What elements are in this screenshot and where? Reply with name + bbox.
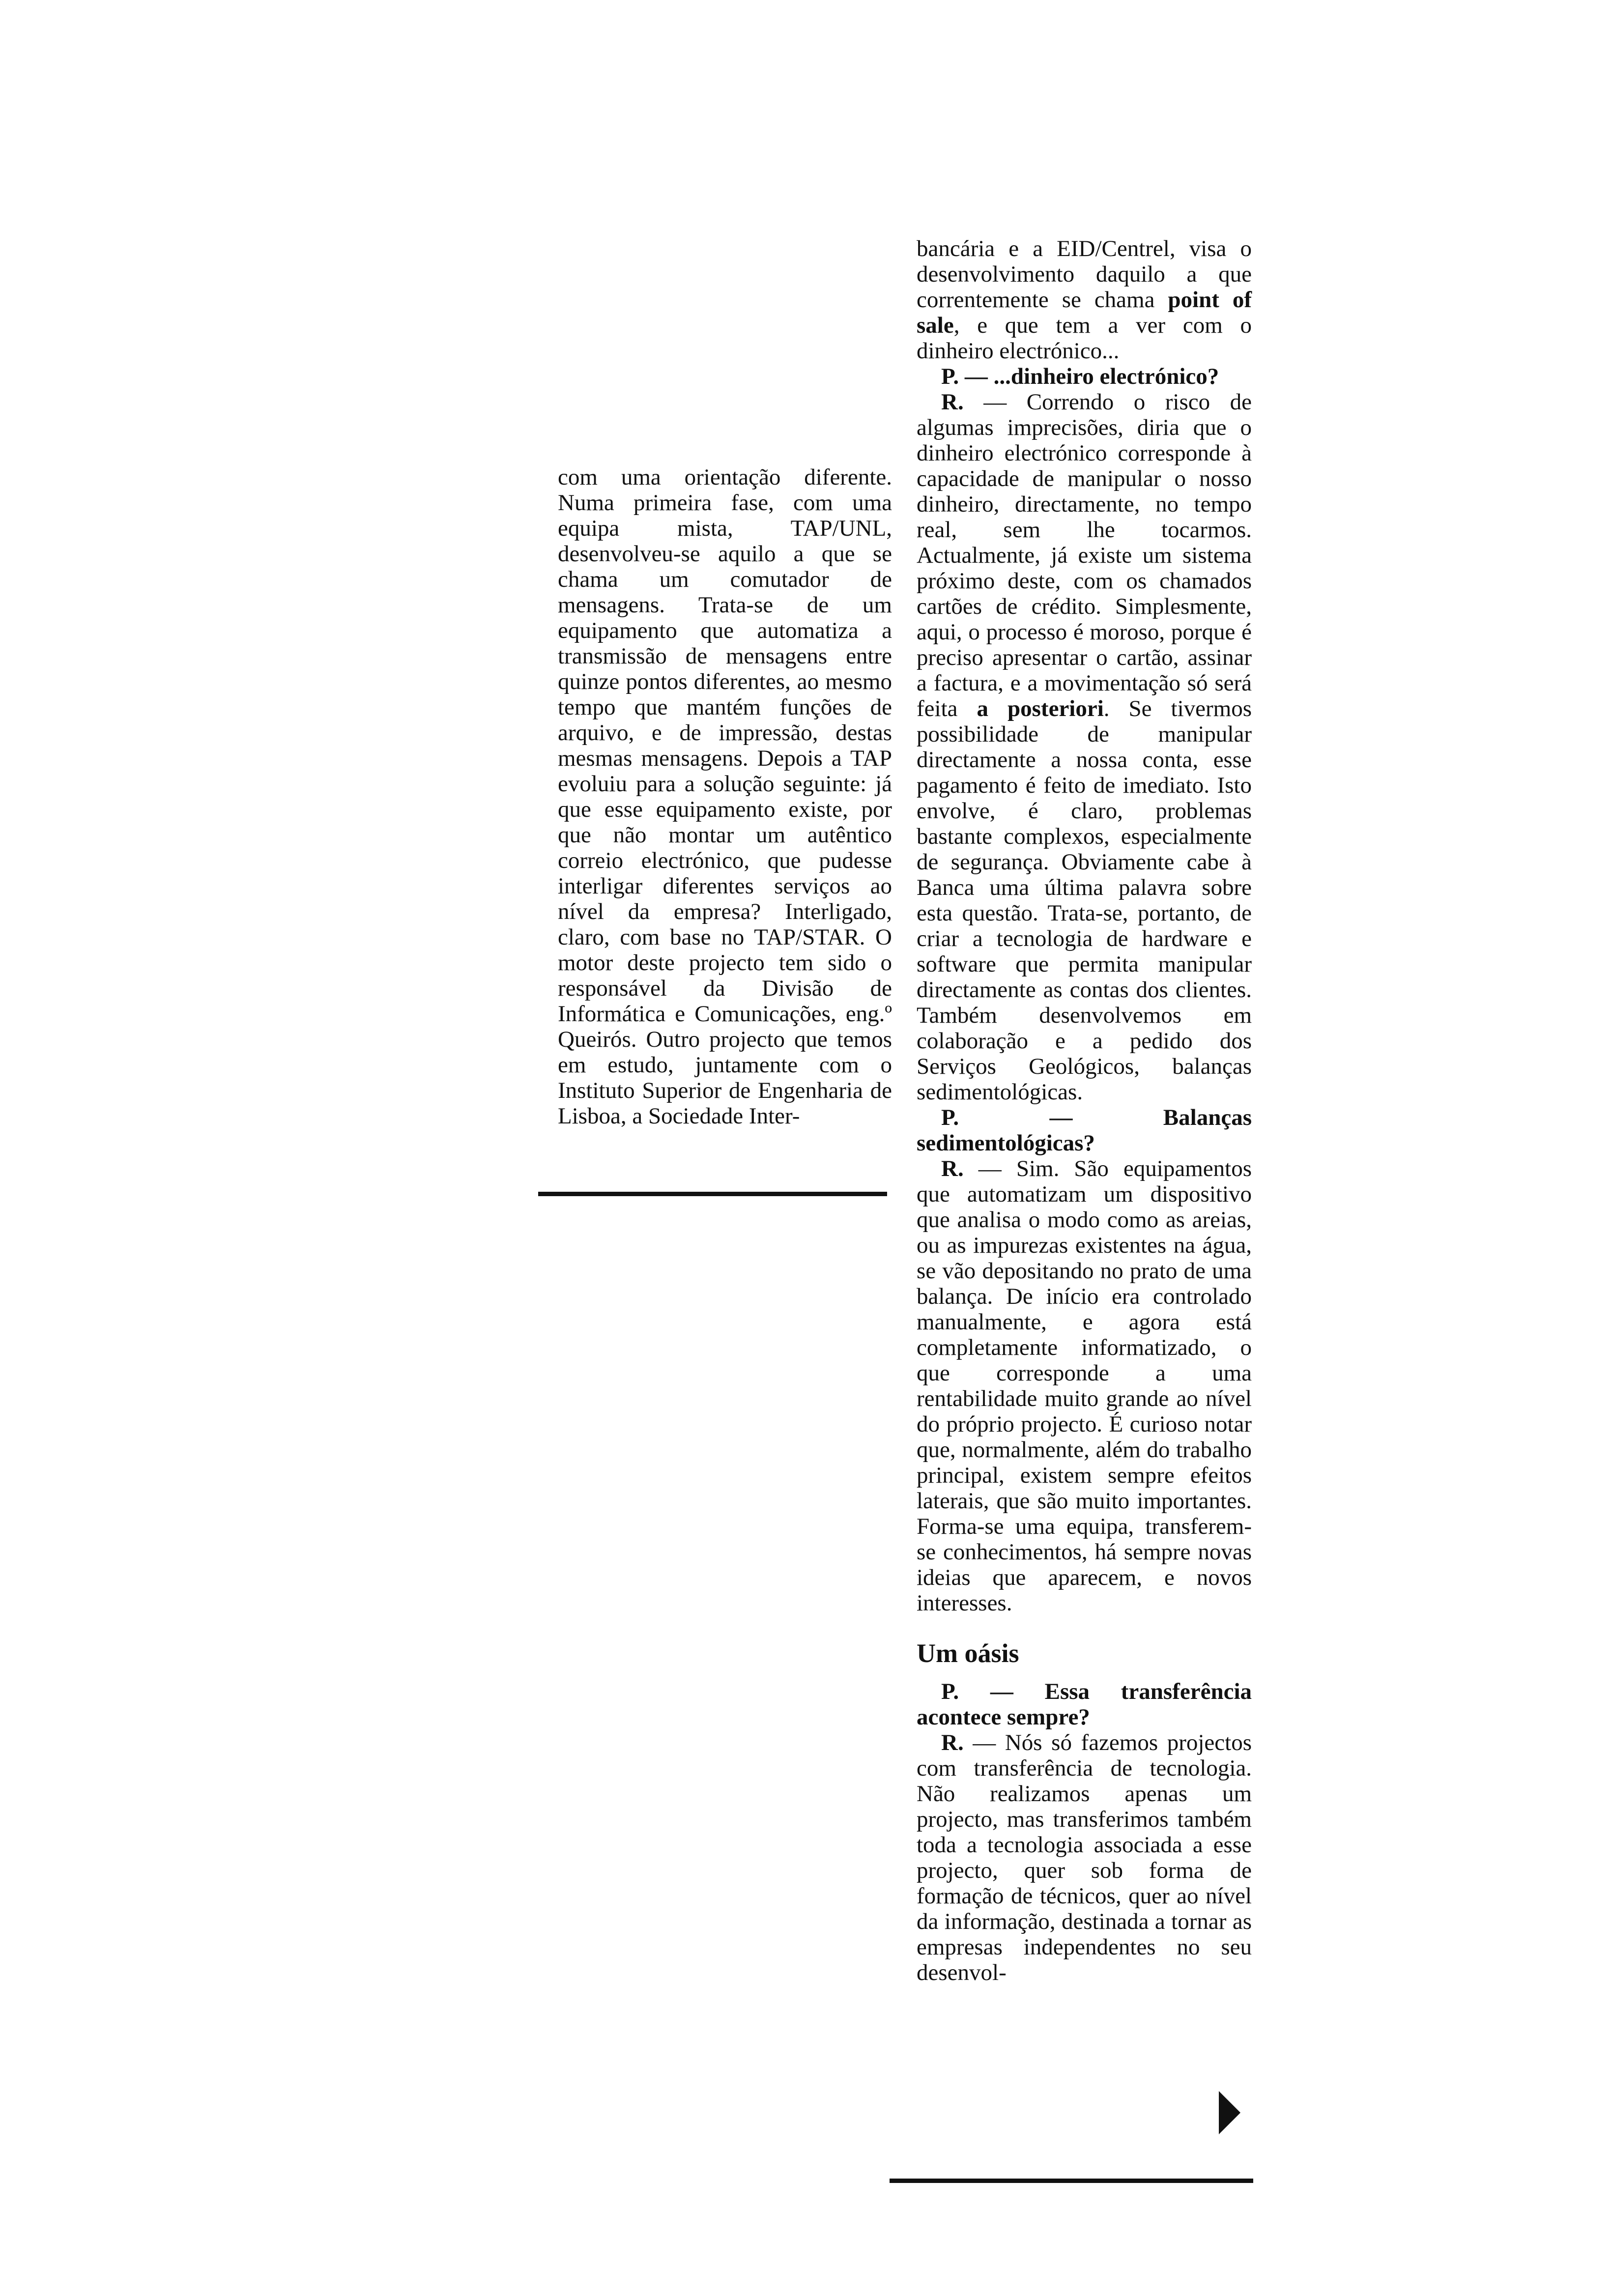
- answer-3: [917, 1730, 1252, 1985]
- answer-lead: R.: [941, 1156, 964, 1181]
- left-paragraph: com uma orientação diferente. Numa primeira fase, com uma equipa mista, TAP/UNL, desenvolveu-se aquilo a que se chama um comutador de mensagens. Trata-se de um equipamento que automatiza a transmissão de mensagens entre quinze pontos diferentes, ao mesmo tempo que mantém funções de arquivo, e de impressão, destas mesmas mensagens. Depois a TAP evoluiu para a solução seguinte: já que esse equipamento existe, por que não montar um autêntico correio electrónico, que pudesse interligar diferentes serviços ao nível da empresa? Interligado, claro, com base no TAP/STAR. O motor deste projecto tem sido o responsável da Divisão de Informática e Comunicações, eng.º Queirós. Outro projecto que temos em estudo, juntamente com o Instituto Superior de Engenharia de Lisboa, a Sociedade Inter-: [558, 464, 892, 1129]
- text-run: — Sim. São equipamentos que automatizam um dispositivo que analisa o modo como as areias, ou as impurezas existentes na água, se vão depositando no prato de uma balança. De início era controlado manualmente, e agora está completamente informatizado, o que corresponde a uma rentabilidade muito grande ao nível do próprio projecto. É curioso notar que, normalmente, além do trabalho principal, existem sempre efeitos laterais, que são muito importantes. Forma-se uma equipa, transferem-se conhecimentos, há sempre novas ideias que aparecem, e novos interesses.: [917, 1156, 1252, 1616]
- answer-lead: R.: [941, 1730, 964, 1755]
- question-2: P. — Balanças sedimentológicas?: [917, 1105, 1252, 1156]
- text-run: , e que tem a ver com o dinheiro electrónico...: [917, 313, 1252, 364]
- text-run: — Nós só fazemos projectos com transferência de tecnologia. Não realizamos apenas um projecto, mas transferimos também toda a tecnologia associada a esse projecto, quer sob forma de formação de técnicos, quer ao nível da informação, destinada a tornar as empresas independentes no seu desenvol-: [917, 1730, 1252, 1985]
- right-column-rule: [890, 2179, 1253, 2183]
- subheading: Um oásis: [917, 1638, 1019, 1668]
- point-of-sale-term: point of sale: [917, 287, 1252, 338]
- a-posteriori-term: a posteriori: [977, 696, 1104, 721]
- answer-2: [917, 1156, 1252, 1616]
- arrow-right-icon: [1219, 2091, 1240, 2134]
- right-paragraph-1: [917, 236, 1252, 364]
- question-3: P. — Essa transferência acontece sempre?: [917, 1679, 1252, 1730]
- left-column: [558, 464, 892, 1129]
- question-1: P. — ...dinheiro electrónico?: [941, 364, 1219, 389]
- text-run: — Correndo o risco de algumas imprecisões, diria que o dinheiro electrónico corresponde à capacidade de manipular o nosso dinheiro, directamente, no tempo real, sem lhe tocarmos. Actualmente, já existe um sistema próximo deste, com os chamados cartões de crédito. Simplesmente, aqui, o processo é moroso, porque é preciso apresentar o cartão, assinar a factura, e a movimentação só será feita: [917, 389, 1252, 721]
- right-column: [917, 236, 1252, 1985]
- left-column-rule: [538, 1192, 887, 1196]
- answer-1: [917, 389, 1252, 1105]
- text-run: . Se tivermos possibilidade de manipular directamente a nossa conta, esse pagamento é feito de imediato. Isto envolve, é claro, problemas bastante complexos, especialmente de segurança. Obviamente cabe à Banca uma última palavra sobre esta questão. Trata-se, portanto, de criar a tecnologia de hardware e software que permita manipular directamente as contas dos clientes. Também desenvolvemos em colaboração e a pedido dos Serviços Geológicos, balanças sedimentológicas.: [917, 696, 1252, 1105]
- text-run: bancária e a EID/Centrel, visa o desenvolvimento daquilo a que correntemente se chama: [917, 236, 1252, 313]
- answer-lead: R.: [941, 389, 964, 415]
